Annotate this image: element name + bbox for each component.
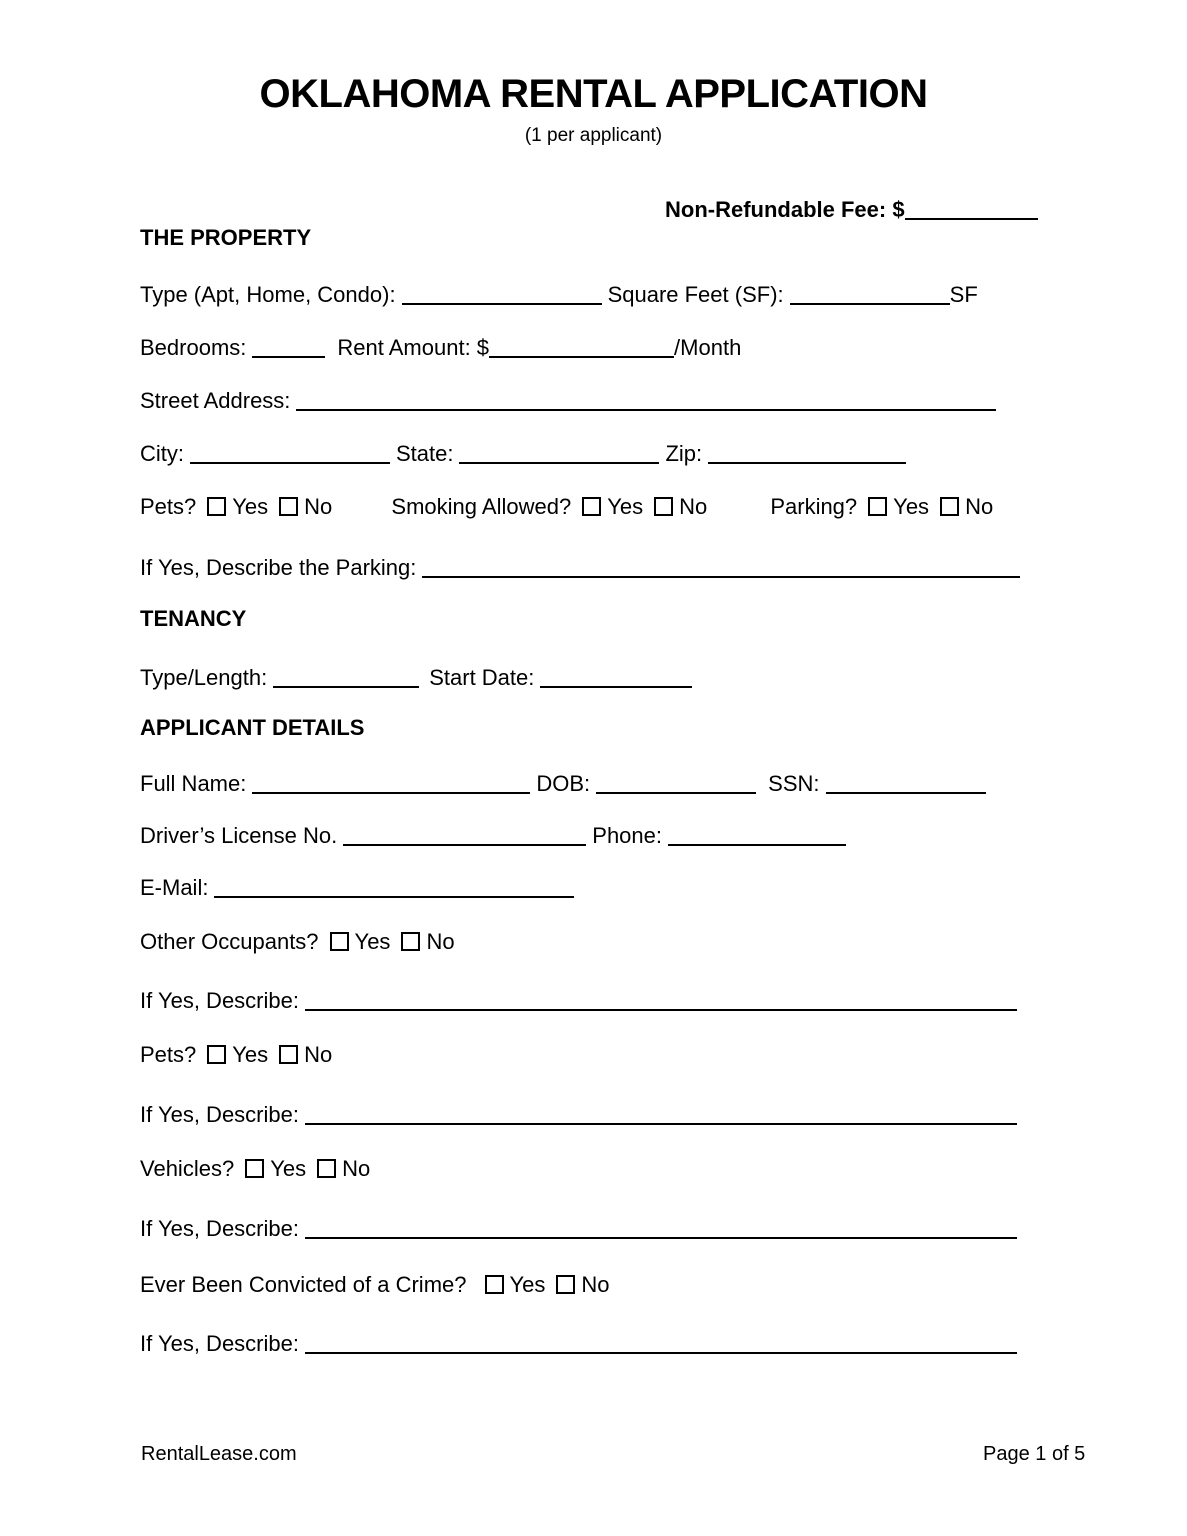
property-pets-no-label: No [304, 494, 333, 519]
type-length-label: Type/Length: [140, 665, 268, 690]
sf-suffix: SF [949, 282, 978, 307]
other-occupants-yes-checkbox[interactable] [330, 932, 349, 951]
ssn-blank[interactable] [826, 770, 986, 794]
fee-blank[interactable] [905, 196, 1038, 220]
crime-describe-row [140, 1327, 1023, 1358]
crime-group [140, 1272, 610, 1297]
footer-page-indicator: Page 1 of 5 [983, 1443, 1086, 1465]
full-name-label: Full Name: [140, 771, 247, 796]
vehicles-no-label: No [342, 1156, 371, 1181]
fullname-dob-ssn-row [140, 767, 992, 798]
smoking-label: Smoking Allowed? [391, 494, 572, 519]
vehicles-row [140, 1155, 370, 1183]
phone-blank[interactable] [668, 822, 846, 846]
fee-label: Non-Refundable Fee: $ [665, 197, 905, 222]
start-date-blank[interactable] [540, 664, 692, 688]
property-pets-yes-label: Yes [232, 494, 269, 519]
state-label: State: [396, 441, 454, 466]
crime-describe-label: If Yes, Describe: [140, 1331, 299, 1356]
pets-describe-blank[interactable] [305, 1101, 1017, 1125]
type-length-blank[interactable] [273, 664, 419, 688]
property-type-blank[interactable] [402, 281, 602, 305]
parking-no-label: No [965, 494, 994, 519]
crime-describe-blank[interactable] [305, 1330, 1017, 1354]
vehicles-describe-row [140, 1212, 1023, 1243]
page-subtitle: (1 per applicant) [524, 125, 663, 146]
property-type-label: Type (Apt, Home, Condo): [140, 282, 396, 307]
street-address-blank[interactable] [296, 387, 996, 411]
section-heading-property: THE PROPERTY [140, 225, 312, 250]
property-pets-yes-checkbox[interactable] [207, 497, 226, 516]
parking-describe-row [140, 551, 1026, 582]
other-occupants-row [140, 928, 455, 956]
rent-amount-label: Rent Amount: $ [337, 335, 490, 360]
applicant-pets-no-label: No [304, 1042, 333, 1067]
crime-yes-checkbox[interactable] [485, 1275, 504, 1294]
footer-site-name: RentalLease.com [141, 1443, 297, 1465]
applicant-pets-label: Pets? [140, 1042, 197, 1067]
rent-amount-blank[interactable] [489, 334, 674, 358]
pets-describe-label: If Yes, Describe: [140, 1102, 299, 1127]
property-pets-no-checkbox[interactable] [279, 497, 298, 516]
crime-yes-label: Yes [509, 1272, 546, 1297]
city-state-zip-row [140, 437, 912, 468]
applicant-pets-yes-label: Yes [232, 1042, 269, 1067]
section-heading-tenancy: TENANCY [140, 606, 247, 631]
fee-row [665, 193, 1044, 224]
city-label: City: [140, 441, 184, 466]
full-name-blank[interactable] [252, 770, 530, 794]
street-address-row [140, 384, 1002, 415]
email-blank[interactable] [214, 874, 574, 898]
dob-label: DOB: [536, 771, 591, 796]
drivers-license-label: Driver’s License No. [140, 823, 338, 848]
other-occupants-group [140, 929, 455, 954]
vehicles-yes-label: Yes [270, 1156, 307, 1181]
smoking-yes-label: Yes [607, 494, 644, 519]
occupants-describe-label: If Yes, Describe: [140, 988, 299, 1013]
occupants-describe-blank[interactable] [305, 987, 1017, 1011]
other-occupants-no-label: No [426, 929, 455, 954]
crime-label: Ever Been Convicted of a Crime? [140, 1272, 467, 1297]
square-feet-label: Square Feet (SF): [607, 282, 784, 307]
vehicles-group [140, 1156, 370, 1181]
square-feet-blank[interactable] [790, 281, 950, 305]
applicant-pets-no-checkbox[interactable] [279, 1045, 298, 1064]
other-occupants-no-checkbox[interactable] [401, 932, 420, 951]
parking-describe-label: If Yes, Describe the Parking: [140, 555, 417, 580]
property-pets-label: Pets? [140, 494, 197, 519]
crime-no-label: No [581, 1272, 610, 1297]
section-heading-applicant: APPLICANT DETAILS [140, 715, 365, 740]
start-date-label: Start Date: [429, 665, 535, 690]
applicant-pets-yes-checkbox[interactable] [207, 1045, 226, 1064]
bedrooms-blank[interactable] [252, 334, 325, 358]
property-yesno-row [140, 493, 993, 521]
bedrooms-rent-row [140, 331, 741, 362]
property-pets-group [140, 494, 332, 519]
parking-yes-label: Yes [893, 494, 930, 519]
applicant-pets-row [140, 1041, 332, 1069]
parking-group [770, 494, 993, 519]
vehicles-no-checkbox[interactable] [317, 1159, 336, 1178]
tenancy-row [140, 661, 698, 692]
email-row [140, 871, 580, 902]
email-label: E-Mail: [140, 875, 209, 900]
page-title: OKLAHOMA RENTAL APPLICATION [259, 72, 928, 116]
phone-label: Phone: [592, 823, 662, 848]
parking-yes-checkbox[interactable] [868, 497, 887, 516]
state-blank[interactable] [459, 440, 659, 464]
street-address-label: Street Address: [140, 388, 291, 413]
zip-label: Zip: [665, 441, 703, 466]
license-phone-row [140, 819, 852, 850]
smoking-group [391, 494, 707, 519]
vehicles-yes-checkbox[interactable] [245, 1159, 264, 1178]
occupants-describe-row [140, 984, 1023, 1015]
crime-no-checkbox[interactable] [556, 1275, 575, 1294]
parking-label: Parking? [770, 494, 858, 519]
applicant-pets-group [140, 1042, 332, 1067]
property-type-row [140, 278, 978, 309]
vehicles-describe-blank[interactable] [305, 1215, 1017, 1239]
bedrooms-label: Bedrooms: [140, 335, 247, 360]
other-occupants-yes-label: Yes [354, 929, 391, 954]
zip-blank[interactable] [708, 440, 906, 464]
parking-no-checkbox[interactable] [940, 497, 959, 516]
parking-describe-blank[interactable] [422, 554, 1020, 578]
city-blank[interactable] [190, 440, 390, 464]
pets-describe-row [140, 1098, 1023, 1129]
crime-row [140, 1271, 610, 1299]
vehicles-label: Vehicles? [140, 1156, 235, 1181]
smoking-no-checkbox[interactable] [654, 497, 673, 516]
dob-blank[interactable] [596, 770, 756, 794]
vehicles-describe-label: If Yes, Describe: [140, 1216, 299, 1241]
ssn-label: SSN: [768, 771, 820, 796]
smoking-no-label: No [679, 494, 708, 519]
other-occupants-label: Other Occupants? [140, 929, 319, 954]
rent-month-suffix: /Month [674, 335, 742, 360]
smoking-yes-checkbox[interactable] [582, 497, 601, 516]
drivers-license-blank[interactable] [343, 822, 586, 846]
